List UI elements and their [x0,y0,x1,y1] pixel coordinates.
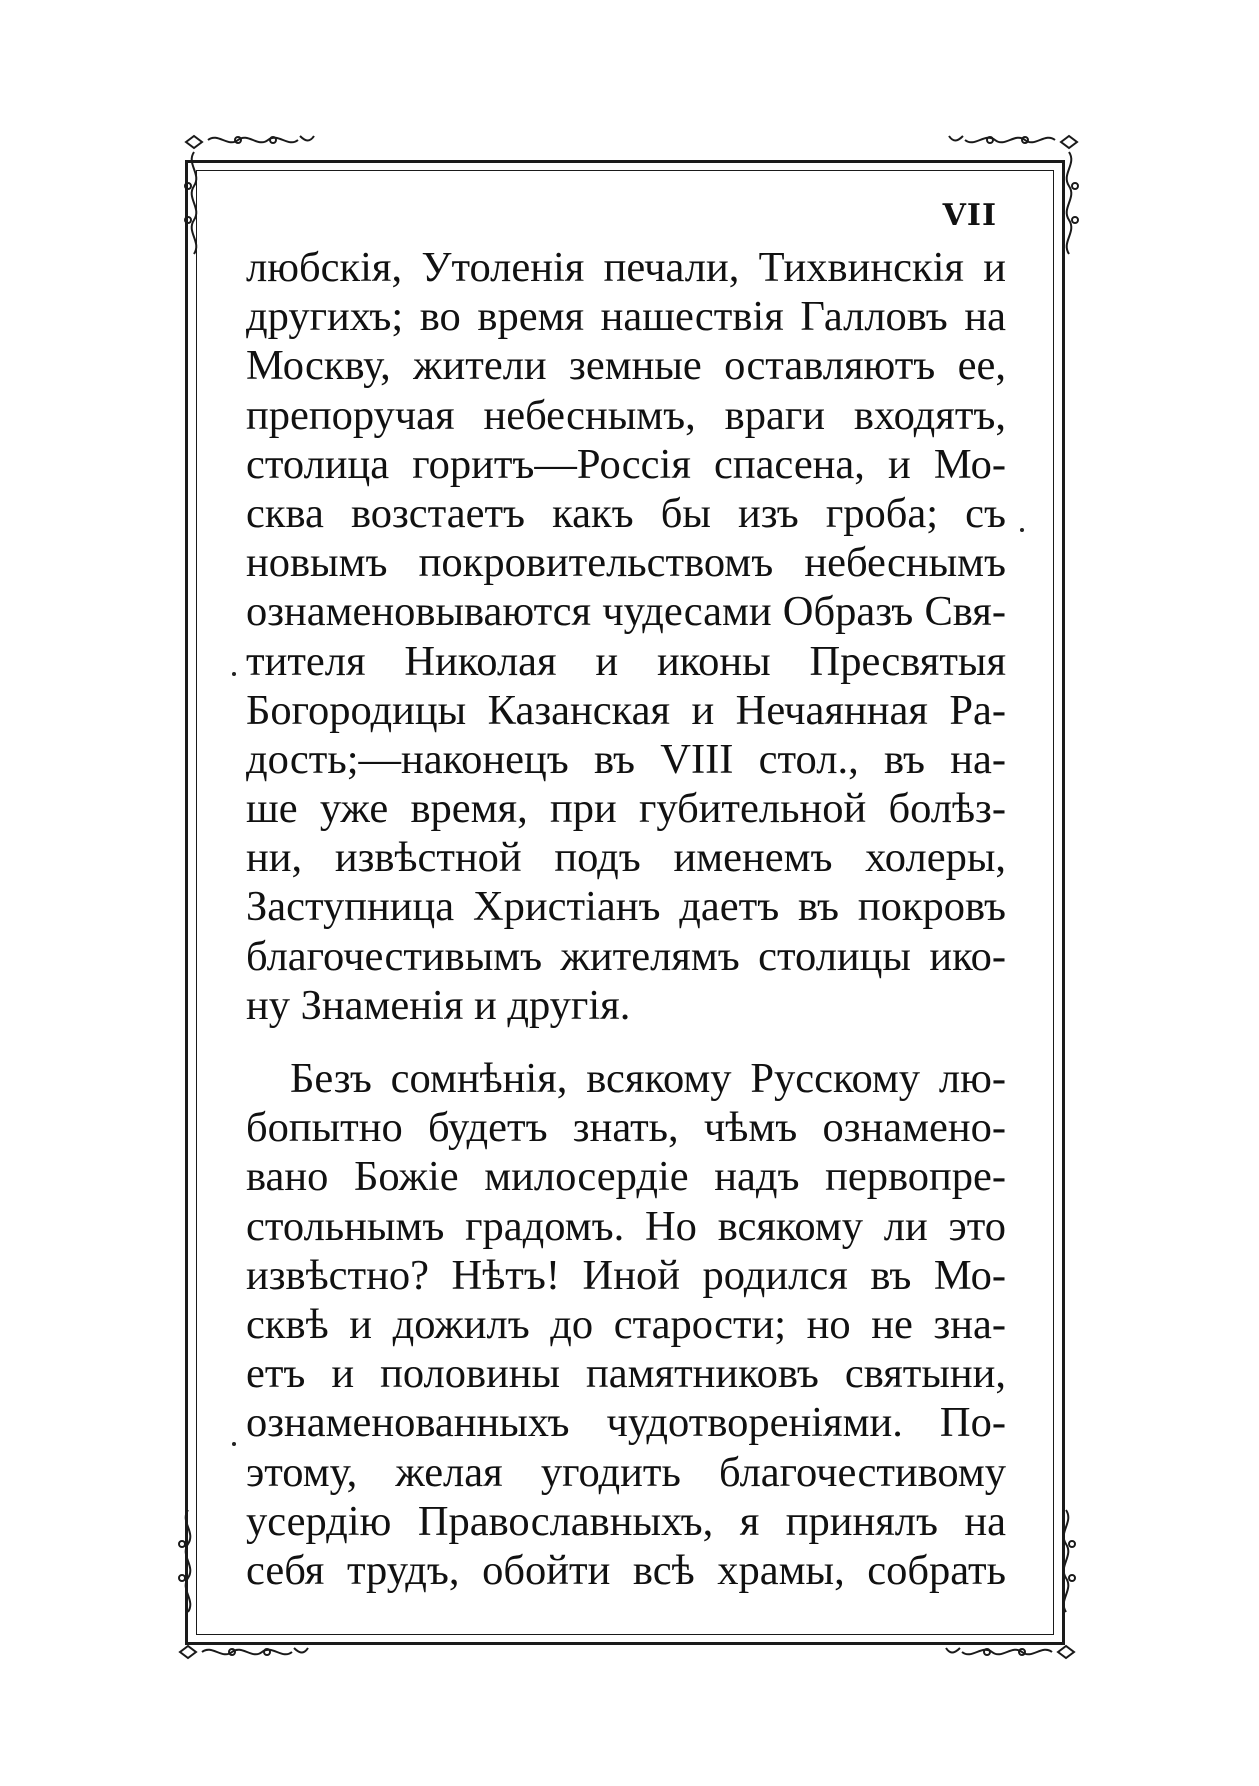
text-line: другихъ; во время нашествія Галловъ на [246,293,1006,341]
text-line: тителя Николая и иконы Пресвятыя [246,637,1006,685]
text-line: столица горитъ—Россія спасена, и Мо- [246,440,1006,488]
text-line: сква возстаетъ какъ бы изъ гроба; съ [246,489,1006,537]
text-line: благочестивымъ жителямъ столицы ико- [246,932,1006,980]
text-line: Богородицы Казанская и Нечаянная Ра- [246,686,1006,734]
text-line: любскія, Утоленія печали, Тихвинскія и [246,244,1006,291]
text-line: Безъ сомнѣнія, всякому Русскому лю- [290,1055,1006,1102]
paragraph-gap [246,1030,1006,1054]
text-line: новымъ покровительствомъ небеснымъ [246,539,1006,587]
text-line: препоручая небеснымъ, враги входятъ, [246,391,1006,439]
text-line: усердію Православныхъ, я принялъ на [246,1497,1006,1545]
print-speck [232,1442,236,1446]
text-line: дость;—наконецъ въ VIII стол., въ на- [246,735,1006,783]
paragraph [246,243,1006,1030]
page-number: VII [942,198,997,233]
text-line: ше уже время, при губительной болѣз- [246,785,1006,833]
text-line: себя трудъ, обойти всѣ храмы, собрать [246,1546,1006,1594]
text-line: извѣстно? Нѣтъ! Иной родился въ Мо- [246,1251,1006,1299]
text-line: ну Знаменія и другія. [246,981,631,1029]
text-line: ознаменованныхъ чудотвореніями. По- [246,1399,1006,1447]
text-line: вано Божіе милосердіе надъ первопре- [246,1153,1006,1201]
text-line: ни, извѣстной подъ именемъ холеры, [246,834,1006,882]
text-line: бопытно будетъ знать, чѣмъ ознамено- [246,1104,1006,1152]
text-line: ознаменовываются чудесами Образъ Свя- [246,588,1006,636]
text-line: стольнымъ градомъ. Но всякому ли это [246,1202,1006,1250]
text-line: сквѣ и дожилъ до старости; но не зна- [246,1300,1006,1348]
text-line: Заступница Христіанъ даетъ въ покровъ [246,883,1006,931]
text-line: этому, желая угодить благочестивому [246,1448,1006,1496]
body-text [246,243,1006,1595]
text-line: Москву, жители земные оставляютъ ее, [246,342,1006,390]
paragraph [246,1054,1006,1595]
print-speck [232,672,236,676]
print-speck [1020,528,1024,532]
text-line: етъ и половины памятниковъ святыни, [246,1350,1006,1398]
